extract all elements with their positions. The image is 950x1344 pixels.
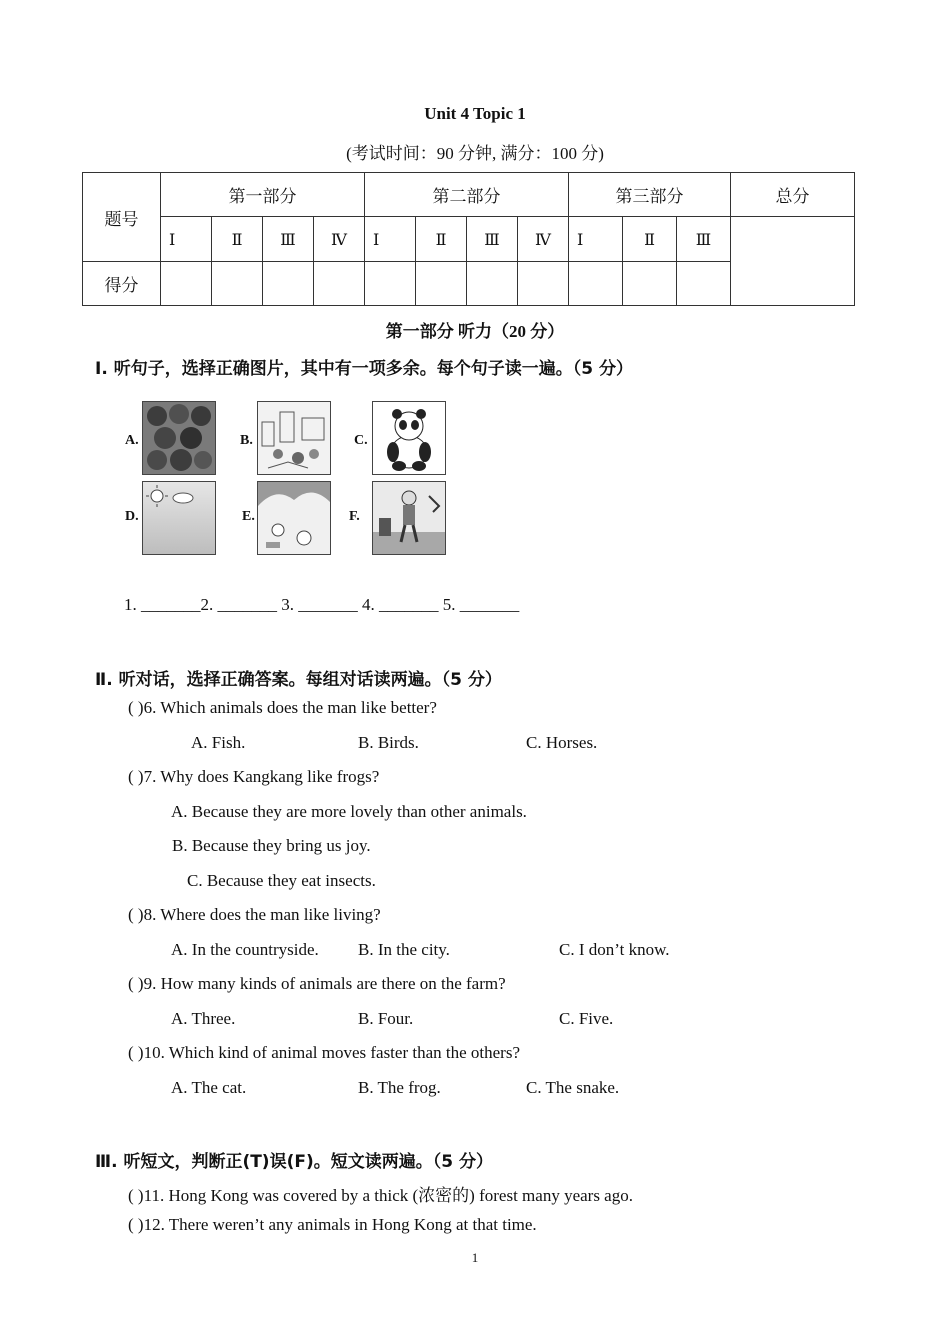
part-one-header: 第一部分 [161, 173, 365, 217]
part2-col: Ⅳ [518, 217, 569, 262]
score-cell[interactable] [263, 262, 314, 306]
option-8b: B. In the city. [358, 940, 450, 959]
part1-col: Ⅰ [161, 217, 212, 262]
page-title: Unit 4 Topic 1 [424, 104, 526, 123]
part1-col: Ⅳ [314, 217, 365, 262]
score-cell[interactable] [518, 262, 569, 306]
part3-col: Ⅰ [569, 217, 623, 262]
part1-col: Ⅲ [263, 217, 314, 262]
question-9[interactable]: ( )9. How many kinds of animals are there on the farm? [128, 974, 506, 993]
question-two-heading-text: Ⅱ. 听对话，选择正确答案。每组对话读两遍。（5 分） [95, 670, 502, 690]
question-three-heading-text: Ⅲ. 听短文，判断正(T)误(F)。短文读两遍。（5 分） [95, 1152, 493, 1172]
option-9b: B. Four. [358, 1009, 414, 1028]
part3-col: Ⅱ [623, 217, 677, 262]
city-scene-picture [257, 401, 331, 475]
question-two-heading [95, 665, 502, 690]
score-cell[interactable] [161, 262, 212, 306]
question-12[interactable]: ( )12. There weren’t any animals in Hong Kong at that time. [128, 1215, 537, 1234]
part-two-header: 第二部分 [365, 173, 569, 217]
score-cell[interactable] [365, 262, 416, 306]
question-7[interactable]: ( )7. Why does Kangkang like frogs? [128, 767, 380, 786]
score-cell[interactable] [416, 262, 467, 306]
score-cell[interactable] [212, 262, 263, 306]
question-11[interactable]: ( )11. Hong Kong was covered by a thick (浓密的) forest many years ago. [128, 1186, 633, 1205]
question-6[interactable]: ( )6. Which animals does the man like better? [128, 698, 437, 717]
score-cell[interactable] [677, 262, 731, 306]
row-label-number: 题号 [83, 173, 161, 262]
sunny-weather-picture [142, 481, 216, 555]
part2-col: Ⅲ [467, 217, 518, 262]
option-10c: C. The snake. [526, 1078, 620, 1097]
option-7b: B. Because they bring us joy. [172, 836, 371, 855]
option-9c: C. Five. [559, 1009, 614, 1028]
option-6c: C. Horses. [526, 733, 598, 752]
option-10b: B. The frog. [358, 1078, 441, 1097]
option-6b: B. Birds. [358, 733, 419, 752]
woodcutter-picture [372, 481, 446, 555]
question-three-heading [95, 1147, 493, 1172]
picture-label-d: D. [125, 509, 139, 524]
picture-label-e: E. [242, 509, 255, 524]
part2-col: Ⅰ [365, 217, 416, 262]
question-one-heading-text: Ⅰ. 听句子，选择正确图片，其中有一项多余。每个句子读一遍。（5 分） [95, 359, 633, 379]
exam-info: (考试时间：90 分钟, 满分：100 分) [346, 144, 604, 163]
page-number: 1 [471, 1250, 479, 1265]
total-score-cell[interactable] [731, 217, 855, 306]
picture-label-f: F. [349, 509, 360, 524]
option-7c: C. Because they eat insects. [187, 871, 376, 890]
part1-col: Ⅱ [212, 217, 263, 262]
question-10[interactable]: ( )10. Which kind of animal moves faster than the others? [128, 1043, 520, 1062]
row-label-score: 得分 [83, 262, 161, 306]
picture-label-b: B. [240, 433, 253, 448]
score-cell[interactable] [467, 262, 518, 306]
part3-col: Ⅲ [677, 217, 731, 262]
option-8c: C. I don’t know. [559, 940, 670, 959]
question-8[interactable]: ( )8. Where does the man like living? [128, 905, 381, 924]
section-heading: 第一部分 听力（20 分） [385, 322, 565, 341]
option-10a: A. The cat. [171, 1078, 247, 1097]
total-header: 总分 [731, 173, 855, 217]
option-7a: A. Because they are more lovely than other animals. [171, 802, 527, 821]
option-9a: A. Three. [171, 1009, 236, 1028]
option-8a: A. In the countryside. [171, 940, 319, 959]
question-one-heading [95, 354, 633, 379]
animals-picture [257, 481, 331, 555]
score-cell[interactable] [623, 262, 677, 306]
score-table [82, 172, 855, 306]
picture-label-c: C. [354, 433, 368, 448]
answer-blanks[interactable]: 1. _______2. _______ 3. _______ 4. _______ 5. _______ [124, 595, 520, 614]
picture-label-a: A. [125, 433, 139, 448]
part2-col: Ⅱ [416, 217, 467, 262]
flowers-picture [142, 401, 216, 475]
score-cell[interactable] [569, 262, 623, 306]
part-three-header: 第三部分 [569, 173, 731, 217]
option-6a: A. Fish. [191, 733, 246, 752]
panda-picture [372, 401, 446, 475]
score-cell[interactable] [314, 262, 365, 306]
